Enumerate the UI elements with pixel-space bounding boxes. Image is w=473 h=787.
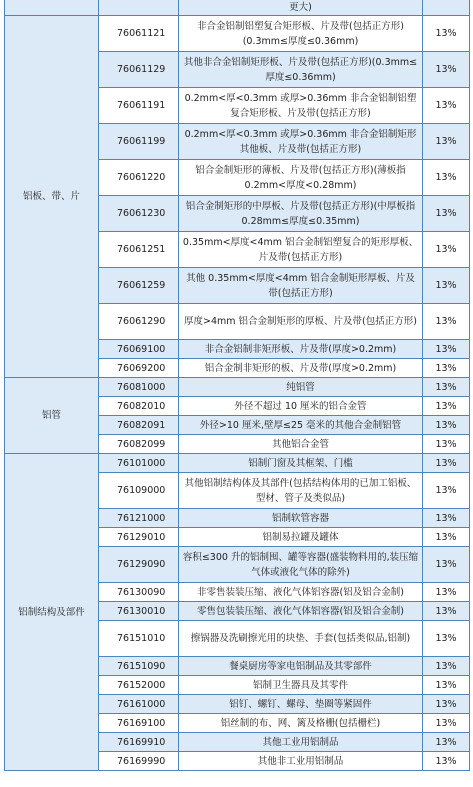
category-cell: 铝制结构及部件: [5, 454, 99, 771]
rate-cell: 13%: [423, 528, 470, 547]
code-cell: 76129010: [99, 528, 179, 547]
description-cell: 零售包装装压缩、液化气体铝容器(铝及铝合金制): [179, 602, 423, 621]
code-cell: 76082099: [99, 435, 179, 454]
code-cell: 76082091: [99, 416, 179, 435]
rate-cell: 13%: [423, 509, 470, 528]
rate-cell: 13%: [423, 657, 470, 676]
description-cell: 0.2mm<厚<0.3mm 或厚>0.36mm 非合金铝制矩形其他板、片及带(包括正方形): [179, 124, 423, 160]
description-cell: 铝合金制非矩形的板、片及带(厚度>0.2mm): [179, 359, 423, 378]
description-cell: 铝钉、螺钉、螺母、垫圈等紧固件: [179, 695, 423, 714]
rate-cell: 13%: [423, 547, 470, 583]
description-cell: 厚度>4mm 铝合金制矩形的厚板、片及带(包括正方形): [179, 304, 423, 340]
rate-cell: 13%: [423, 378, 470, 397]
description-cell: 铝合金制矩形的薄板、片及带(包括正方形)(薄板指0.2mm<厚度<0.28mm): [179, 160, 423, 196]
description-cell: 餐桌厨房等家电铝制品及其零部件: [179, 657, 423, 676]
code-cell: [99, 0, 179, 16]
rate-cell: 13%: [423, 473, 470, 509]
description-cell: 铝制门窗及其框架、门槛: [179, 454, 423, 473]
code-cell: 76061230: [99, 196, 179, 232]
code-cell: 76081000: [99, 378, 179, 397]
code-cell: 76061191: [99, 88, 179, 124]
code-cell: 76130010: [99, 602, 179, 621]
rate-cell: 13%: [423, 435, 470, 454]
rate-cell: 13%: [423, 621, 470, 657]
tariff-table-body: [5, 0, 470, 771]
rate-cell: 13%: [423, 268, 470, 304]
description-cell: 非合金铝制铝塑复合矩形板、片及带(包括正方形)(0.3mm≤厚度≤0.36mm): [179, 16, 423, 52]
description-cell: 容积≤300 升的铝制囤、罐等容器(盛装物料用的,装压缩气体或液化气体的除外): [179, 547, 423, 583]
rate-cell: 13%: [423, 714, 470, 733]
rate-cell: [423, 0, 470, 16]
rate-cell: 13%: [423, 454, 470, 473]
table-row: [5, 378, 470, 397]
rate-cell: 13%: [423, 124, 470, 160]
description-cell: 0.2mm<厚<0.3mm 或厚>0.36mm 非合金铝制铝塑复合矩形板、片及带(包括正方形): [179, 88, 423, 124]
code-cell: 76152000: [99, 676, 179, 695]
code-cell: 76061290: [99, 304, 179, 340]
description-cell: 外径不超过 10 厘米的铝合金管: [179, 397, 423, 416]
description-cell: 铝合金制矩形的中厚板、片及带(包括正方形)(中厚板指 0.28mm≤厚度≤0.35mm): [179, 196, 423, 232]
category-cell: [5, 0, 99, 16]
rate-cell: 13%: [423, 676, 470, 695]
rate-cell: 13%: [423, 304, 470, 340]
rate-cell: 13%: [423, 52, 470, 88]
rate-cell: 13%: [423, 583, 470, 602]
tariff-table: [4, 0, 470, 771]
code-cell: 76161000: [99, 695, 179, 714]
code-cell: 76121000: [99, 509, 179, 528]
description-cell: 0.35mm<厚度<4mm 铝合金制铝塑复合的矩形厚板、片及带(包括正方形): [179, 232, 423, 268]
code-cell: 76169100: [99, 714, 179, 733]
rate-cell: 13%: [423, 88, 470, 124]
description-cell: 其他非工业用铝制品: [179, 752, 423, 771]
code-cell: 76061220: [99, 160, 179, 196]
table-row: [5, 454, 470, 473]
rate-cell: 13%: [423, 602, 470, 621]
code-cell: 76061251: [99, 232, 179, 268]
description-cell: 更大): [179, 0, 423, 16]
rate-cell: 13%: [423, 160, 470, 196]
description-cell: 其他非合金铝制矩形板、片及带(包括正方形)(0.3mm≤厚度≤0.36mm): [179, 52, 423, 88]
code-cell: 76169990: [99, 752, 179, 771]
description-cell: 铝制软管容器: [179, 509, 423, 528]
description-cell: 外径>10 厘米,壁厚≤25 毫米的其他合金制铝管: [179, 416, 423, 435]
rate-cell: 13%: [423, 340, 470, 359]
code-cell: 76069100: [99, 340, 179, 359]
description-cell: 非合金铝制非矩形板、片及带(厚度>0.2mm): [179, 340, 423, 359]
code-cell: 76151090: [99, 657, 179, 676]
code-cell: 76130090: [99, 583, 179, 602]
rate-cell: 13%: [423, 16, 470, 52]
tariff-table-container: [4, 0, 469, 771]
code-cell: 76082010: [99, 397, 179, 416]
code-cell: 76061259: [99, 268, 179, 304]
rate-cell: 13%: [423, 397, 470, 416]
category-cell: 铝管: [5, 378, 99, 454]
rate-cell: 13%: [423, 359, 470, 378]
code-cell: 76109000: [99, 473, 179, 509]
description-cell: 铝制卫生器具及其零件: [179, 676, 423, 695]
code-cell: 76061121: [99, 16, 179, 52]
description-cell: 其他 0.35mm<厚度<4mm 铝合金制矩形厚板、片及带(包括正方形): [179, 268, 423, 304]
description-cell: 擦锅器及洗刷擦光用的块垫、手套(包括类似品,铝制): [179, 621, 423, 657]
code-cell: 76169910: [99, 733, 179, 752]
code-cell: 76129090: [99, 547, 179, 583]
category-cell: 铝板、带、片: [5, 16, 99, 378]
code-cell: 76151010: [99, 621, 179, 657]
code-cell: 76061129: [99, 52, 179, 88]
table-row: [5, 16, 470, 52]
description-cell: 其他工业用铝制品: [179, 733, 423, 752]
rate-cell: 13%: [423, 232, 470, 268]
code-cell: 76069200: [99, 359, 179, 378]
rate-cell: 13%: [423, 196, 470, 232]
code-cell: 76101000: [99, 454, 179, 473]
description-cell: 其他铝合金管: [179, 435, 423, 454]
rate-cell: 13%: [423, 416, 470, 435]
description-cell: 非零售装装压缩、液化气体铝容器(铝及铝合金制): [179, 583, 423, 602]
rate-cell: 13%: [423, 752, 470, 771]
description-cell: 其他铝制结构体及其部件(包括结构体用的已加工铝板、型材、管子及类似品): [179, 473, 423, 509]
description-cell: 铝制易拉罐及罐体: [179, 528, 423, 547]
description-cell: 铝丝制的布、网、篱及格栅(包括栅栏): [179, 714, 423, 733]
rate-cell: 13%: [423, 733, 470, 752]
rate-cell: 13%: [423, 695, 470, 714]
description-cell: 纯铝管: [179, 378, 423, 397]
code-cell: 76061199: [99, 124, 179, 160]
table-row: [5, 0, 470, 16]
